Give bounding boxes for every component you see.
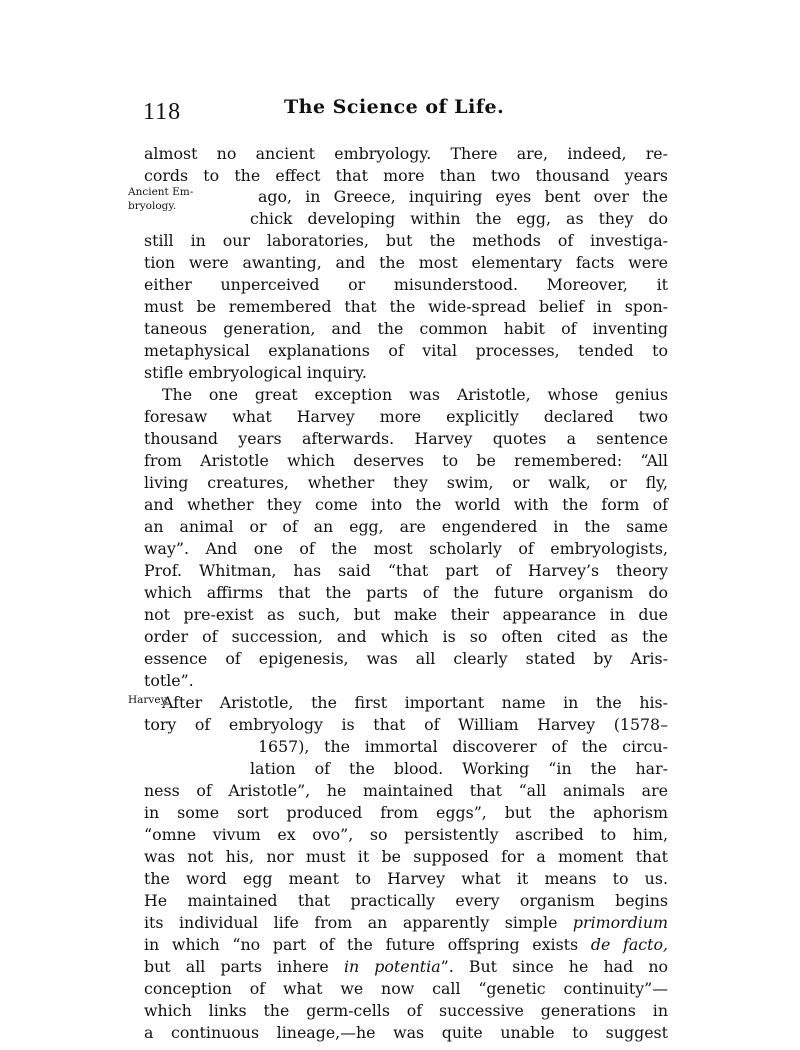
- margin-note-ancient-embryology-2: bryology.: [128, 200, 177, 212]
- text-line: was not his, nor must it be supposed for a moment that: [144, 847, 668, 866]
- text-line: stifle embryological inquiry.: [144, 363, 367, 382]
- text-line: must be remembered that the wide-spread belief in spon-: [144, 297, 668, 316]
- text-line: and whether they come into the world with the form of: [144, 495, 668, 514]
- italic-term: de facto,: [590, 935, 668, 954]
- text-line: lation of the blood. Working “in the har-: [250, 759, 668, 778]
- text-span: ”. But since he had no: [440, 957, 669, 976]
- text-line: [144, 956, 668, 978]
- text-line: living creatures, whether they swim, or walk, or fly,: [144, 473, 668, 492]
- text-line: almost no ancient embryology. There are, indeed, re-: [144, 144, 668, 163]
- text-span: but all parts inhere: [144, 957, 329, 976]
- text-line: conception of what we now call “genetic continuity”—: [144, 979, 668, 998]
- text-line: cords to the effect that more than two thousand years: [144, 166, 668, 185]
- text-line: which affirms that the parts of the future organism do: [144, 583, 668, 602]
- text-line: essence of epigenesis, was all clearly stated by Aris-: [144, 649, 668, 668]
- text-line: not pre-exist as such, but make their appearance in due: [144, 605, 668, 624]
- text-line: still in our laboratories, but the methods of investiga-: [144, 231, 668, 250]
- paragraph-first-line: The one great exception was Aristotle, whose genius: [162, 385, 668, 404]
- text-line: He maintained that practically every organism begins: [144, 891, 668, 910]
- text-line: a continuous lineage,—he was quite unable to suggest: [144, 1023, 668, 1042]
- text-line: an animal or of an egg, are engendered in the same: [144, 517, 668, 536]
- page-number: 118: [143, 99, 182, 125]
- text-line: chick developing within the egg, as they do: [250, 209, 668, 228]
- text-line: tory of embryology is that of William Harvey (1578–: [144, 715, 668, 734]
- margin-note-harvey: Harvey.: [128, 694, 169, 706]
- page-header: [0, 96, 800, 126]
- text-line: Prof. Whitman, has said “that part of Harvey’s theory: [144, 561, 668, 580]
- text-line: in some sort produced from eggs”, but the aphorism: [144, 803, 668, 822]
- text-line: metaphysical explanations of vital processes, tended to: [144, 341, 668, 360]
- text-line: which links the germ-cells of successive generations in: [144, 1001, 668, 1020]
- text-line: ness of Aristotle”, he maintained that “all animals are: [144, 781, 668, 800]
- text-line: the word egg meant to Harvey what it means to us.: [144, 869, 668, 888]
- italic-term: in potentia: [343, 957, 441, 976]
- text-line: tion were awanting, and the most elementary facts were: [144, 253, 668, 272]
- text-line: totle”.: [144, 671, 194, 690]
- text-line: [144, 934, 668, 956]
- text-line: foresaw what Harvey more explicitly declared two: [144, 407, 668, 426]
- text-line: [144, 912, 668, 934]
- paragraph-first-line: After Aristotle, the first important name in the his-: [162, 693, 668, 712]
- text-line: order of succession, and which is so often cited as the: [144, 627, 668, 646]
- text-line: 1657), the immortal discoverer of the circu-: [258, 737, 668, 756]
- running-title: The Science of Life.: [284, 96, 505, 118]
- text-line: “omne vivum ex ovo”, so persistently ascribed to him,: [144, 825, 668, 844]
- italic-term: primordium: [572, 913, 668, 932]
- text-span: its individual life from an apparently simple: [144, 913, 558, 932]
- text-line: thousand years afterwards. Harvey quotes a sentence: [144, 429, 668, 448]
- text-line: from Aristotle which deserves to be remembered: “All: [144, 451, 668, 470]
- text-span: in which “no part of the future offspring exists: [144, 935, 579, 954]
- text-line: taneous generation, and the common habit of inventing: [144, 319, 668, 338]
- text-line: ago, in Greece, inquiring eyes bent over the: [258, 187, 668, 206]
- margin-note-ancient-embryology-1: Ancient Em-: [128, 186, 194, 198]
- text-line: either unperceived or misunderstood. Moreover, it: [144, 275, 668, 294]
- text-line: way”. And one of the most scholarly of embryologists,: [144, 539, 668, 558]
